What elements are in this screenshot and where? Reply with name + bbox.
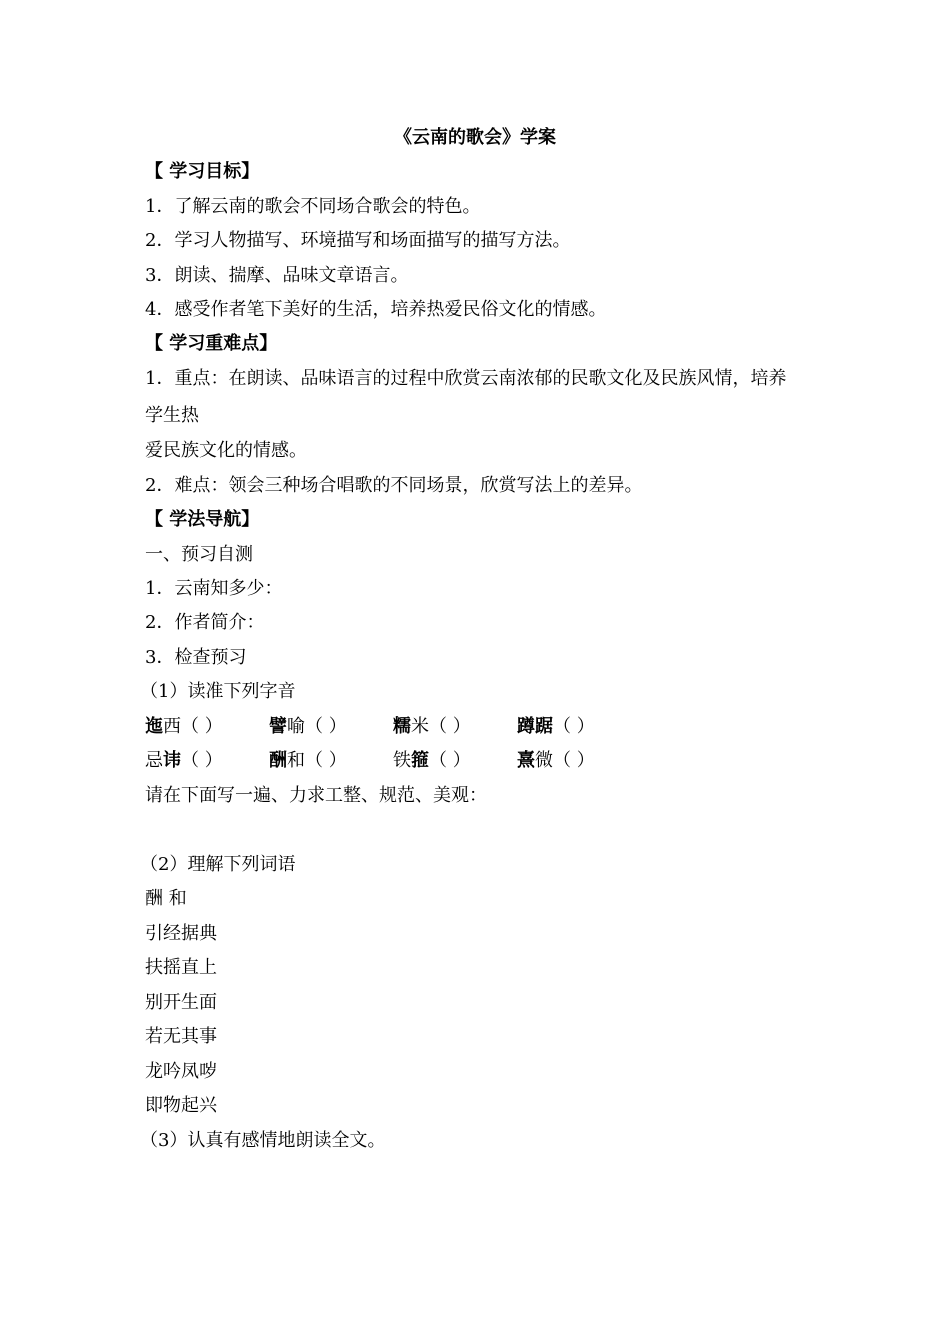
bold-character: 熹 [517, 750, 535, 771]
bold-character: 迤 [145, 716, 163, 737]
page-title: 《云南的歌会》学案 [394, 127, 556, 148]
vocab-word: 即物起兴 [145, 1095, 217, 1116]
item-rest: （ ） [181, 750, 223, 771]
pronunciation-item [145, 714, 269, 740]
objective-item: 3．朗读、揣摩、品味文章语言。 [145, 265, 409, 286]
pronunciation-item [393, 714, 517, 740]
question-line: 2．作者简介： [145, 612, 265, 633]
vocab-word: 酬 和 [145, 888, 187, 909]
key-point-line: 2．难点：领会三种场合唱歌的不同场景，欣赏写法上的差异。 [145, 475, 643, 496]
objectives-heading: 【 学习目标】 [145, 161, 260, 182]
item-prefix: 铁 [393, 750, 411, 771]
bold-character: 蹲踞 [517, 716, 553, 737]
pronunciation-row [145, 714, 641, 740]
bold-character: 箍 [411, 750, 429, 771]
item-rest: 微（ ） [535, 750, 595, 771]
pronunciation-item [269, 714, 393, 740]
pronunciation-item [269, 748, 393, 774]
bold-character: 譬 [269, 716, 287, 737]
guide-heading: 【 学法导航】 [145, 509, 260, 530]
pronunciation-item [145, 748, 269, 774]
vocab-word: 引经据典 [145, 923, 217, 944]
question-line: 1．云南知多少： [145, 578, 283, 599]
sub-question: （3）认真有感情地朗读全文。 [140, 1130, 386, 1151]
pronunciation-item [517, 748, 641, 774]
item-rest: 喻（ ） [287, 716, 347, 737]
question-line: 3．检查预习 [145, 647, 247, 668]
vocab-word: 扶摇直上 [145, 957, 217, 978]
item-rest: 米（ ） [411, 716, 471, 737]
key-point-line: 1．重点：在朗读、品味语言的过程中欣赏云南浓郁的民歌文化及民族风情，培养 [145, 368, 787, 389]
key-point-line: 学生热 [145, 405, 199, 426]
objective-item: 1．了解云南的歌会不同场合歌会的特色。 [145, 196, 481, 217]
objective-item: 2．学习人物描写、环境描写和场面描写的描写方法。 [145, 230, 571, 251]
pronunciation-row [145, 748, 641, 774]
sub-question: （1）读准下列字音 [140, 681, 296, 702]
vocab-word: 龙吟凤哕 [145, 1061, 217, 1082]
item-rest: 和（ ） [287, 750, 347, 771]
item-rest: 西（ ） [163, 716, 223, 737]
objective-item: 4．感受作者笔下美好的生活，培养热爱民俗文化的情感。 [145, 299, 607, 320]
copy-instruction: 请在下面写一遍、力求工整、规范、美观： [145, 785, 487, 806]
section-title: 一、预习自测 [145, 544, 253, 565]
item-rest: （ ） [429, 750, 471, 771]
bold-character: 讳 [163, 750, 181, 771]
pronunciation-item [393, 748, 517, 774]
sub-question: （2）理解下列词语 [140, 854, 296, 875]
vocab-word: 若无其事 [145, 1026, 217, 1047]
bold-character: 糯 [393, 716, 411, 737]
vocab-word: 别开生面 [145, 992, 217, 1013]
pronunciation-item [517, 714, 641, 740]
bold-character: 酬 [269, 750, 287, 771]
key-points-heading: 【 学习重难点】 [145, 333, 278, 354]
key-point-line: 爱民族文化的情感。 [145, 440, 307, 461]
item-rest: （ ） [553, 716, 595, 737]
item-prefix: 忌 [145, 750, 163, 771]
